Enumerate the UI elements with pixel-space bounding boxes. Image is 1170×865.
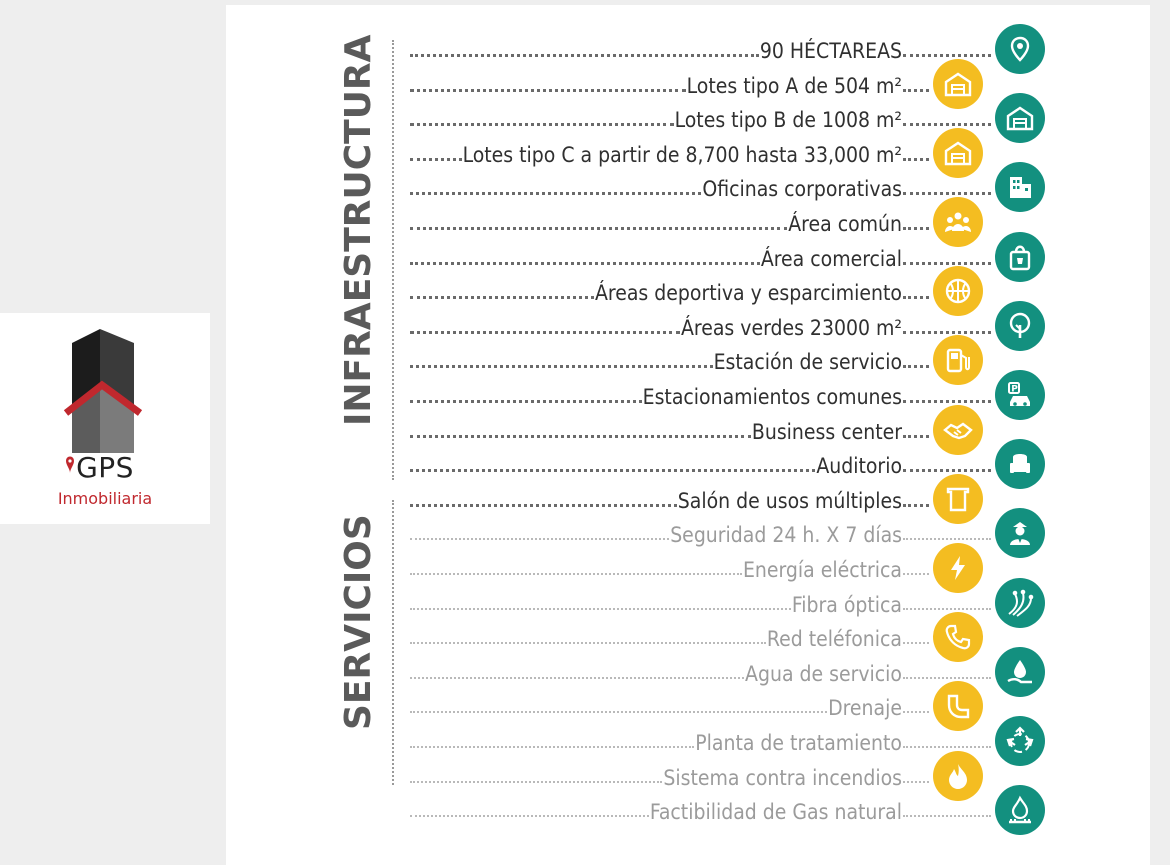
leader-dots [410, 746, 694, 748]
svg-text:P: P [1011, 384, 1018, 395]
list-item [410, 34, 991, 64]
warehouse-icon [933, 59, 983, 109]
item-label: 90 HÉCTAREAS [759, 39, 902, 63]
item-label: Áreas verdes 23000 m² [681, 315, 902, 340]
location-pin-icon [995, 24, 1045, 74]
item-label: Áreas deportiva y esparcimiento [595, 281, 902, 306]
fiber-optic-icon [995, 578, 1045, 628]
leader-dots [410, 504, 677, 507]
leader-dots [903, 365, 929, 368]
list-item [410, 172, 991, 202]
list-item [410, 518, 991, 548]
leader-dots [410, 538, 669, 540]
list-item [410, 138, 929, 168]
item-label: Auditorio [816, 454, 902, 479]
infra-bracket [392, 40, 394, 480]
leader-dots [903, 608, 991, 610]
leader-dots [410, 296, 594, 299]
list-item [410, 622, 929, 652]
item-label: Área comercial [760, 246, 902, 271]
lightning-bolt-icon [933, 543, 983, 593]
item-label: Seguridad 24 h. X 7 días [670, 523, 902, 548]
leader-dots [903, 54, 991, 57]
list-item [410, 311, 991, 341]
section-infraestructura: INFRAESTRUCTURA [338, 34, 379, 426]
leader-dots [410, 158, 462, 161]
leader-dots [410, 227, 787, 230]
item-label: Business center [751, 419, 902, 444]
services-bracket [392, 500, 394, 785]
leader-dots [903, 435, 929, 438]
leader-dots [903, 746, 991, 748]
item-label: Agua de servicio [745, 661, 902, 686]
list-item [410, 69, 929, 99]
leader-dots [903, 262, 991, 265]
recycle-icon [995, 716, 1045, 766]
leader-dots [410, 781, 662, 783]
flame-icon [933, 751, 983, 801]
multipurpose-room-icon [933, 474, 983, 524]
item-label: Estación de servicio [713, 350, 902, 375]
section-servicios: SERVICIOS [338, 514, 379, 730]
auditorium-seat-icon [995, 439, 1045, 489]
item-label: Factibilidad de Gas natural [649, 800, 902, 825]
leader-dots [903, 781, 929, 783]
list-item [410, 761, 929, 791]
leader-dots [903, 711, 929, 713]
list-item [410, 484, 929, 514]
leader-dots [410, 89, 686, 92]
leader-dots [903, 89, 929, 92]
list-item [410, 380, 991, 410]
item-label: Planta de tratamiento [695, 731, 902, 755]
gas-flame-icon [995, 785, 1045, 835]
list-item [410, 726, 991, 756]
leader-dots [410, 192, 701, 195]
handshake-icon [933, 405, 983, 455]
basketball-icon [933, 266, 983, 316]
leader-dots [410, 677, 744, 679]
leader-dots [410, 365, 713, 368]
leader-dots [410, 400, 642, 403]
leader-dots [903, 192, 991, 195]
leader-dots [903, 123, 991, 126]
list-item [410, 553, 929, 583]
leader-dots [903, 469, 991, 472]
leader-dots [410, 642, 766, 644]
item-label: Lotes tipo C a partir de 8,700 hasta 33,000 m² [462, 142, 902, 167]
leader-dots [410, 435, 751, 438]
list-item [410, 242, 991, 272]
water-drop-hand-icon [995, 647, 1045, 697]
leader-dots [903, 227, 929, 230]
leader-dots [903, 504, 929, 507]
leader-dots [903, 538, 991, 540]
logo-subtitle: Inmobiliaria [57, 489, 153, 508]
list-item [410, 449, 991, 479]
leader-dots [410, 54, 759, 57]
item-label: Sistema contra incendios [663, 765, 902, 790]
item-label: Lotes tipo B de 1008 m² [674, 108, 902, 133]
leader-dots [903, 642, 929, 644]
list-item [410, 691, 929, 721]
leader-dots [903, 400, 991, 403]
item-label: Oficinas corporativas [702, 177, 902, 202]
leader-dots [903, 815, 991, 817]
leader-dots [410, 262, 760, 265]
leader-dots [903, 573, 929, 575]
item-label: Drenaje [828, 696, 902, 721]
tree-icon [995, 301, 1045, 351]
leader-dots [410, 469, 815, 472]
leader-dots [410, 608, 791, 610]
leader-dots [410, 573, 742, 575]
item-label: Salón de usos múltiples [677, 488, 902, 513]
item-label: Área común [788, 212, 902, 236]
phone-handset-icon [933, 612, 983, 662]
item-label: Estacionamientos comunes [642, 385, 902, 409]
item-label: Red teléfonica [766, 627, 902, 652]
shopping-bag-icon [995, 232, 1045, 282]
leader-dots [410, 711, 827, 713]
item-label: Lotes tipo A de 504 m² [686, 73, 902, 98]
leader-dots [903, 331, 991, 334]
logo-card [0, 313, 210, 524]
list-item [410, 795, 991, 825]
list-item [410, 415, 929, 445]
leader-dots [903, 677, 991, 679]
logo-name: GPS [76, 451, 134, 484]
list-item [410, 657, 991, 687]
warehouse-icon [933, 128, 983, 178]
list-item [410, 103, 991, 133]
list-item [410, 345, 929, 375]
leader-dots [410, 815, 649, 817]
item-label: Energía eléctrica [742, 558, 902, 582]
list-item [410, 588, 991, 618]
leader-dots [903, 296, 929, 299]
item-label: Fibra óptica [791, 592, 902, 617]
list-item [410, 276, 929, 306]
leader-dots [410, 331, 680, 334]
people-group-icon [933, 197, 983, 247]
leader-dots [410, 123, 674, 126]
list-item [410, 207, 929, 237]
leader-dots [903, 158, 929, 161]
warehouse-icon [995, 93, 1045, 143]
parking-car-icon [995, 370, 1045, 420]
